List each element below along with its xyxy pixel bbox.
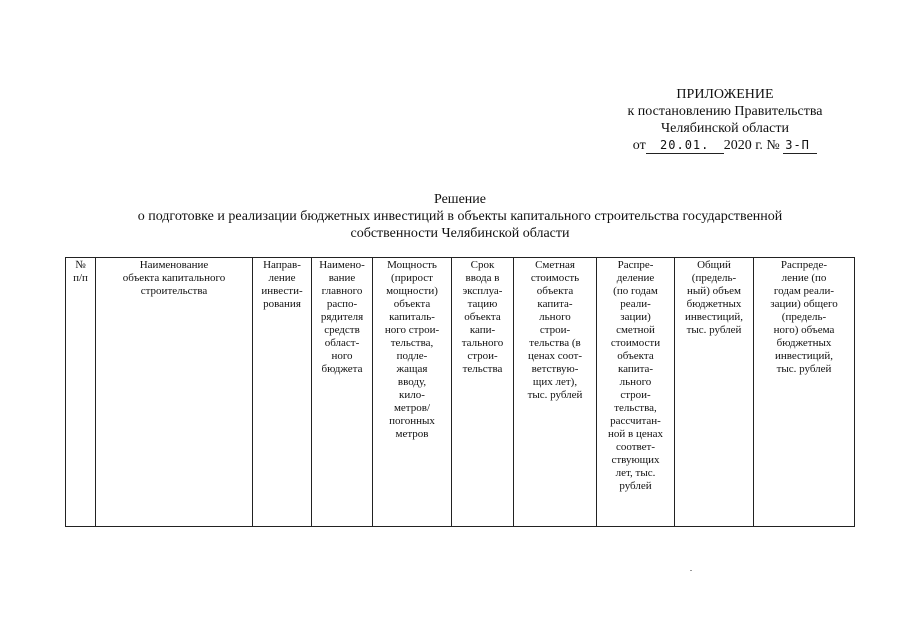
appendix-line-region: Челябинской области: [661, 121, 789, 136]
decision-heading: [60, 191, 860, 242]
scan-speck: [690, 570, 692, 571]
decision-title: Решение: [433, 192, 486, 207]
column-header-cost-distribution: Распре- деление (по годам реали- зации) сметной стоимости объекта капитa- льного строи- тельства, рассчитан- ной в ценах соответ- ствующих лет, тыс. рублей: [597, 258, 675, 527]
appendix-block: [605, 86, 845, 154]
decision-subtitle-line-1: о подготовке и реализации бюджетных инвестиций в объекты капитального строительства государственной: [137, 209, 783, 224]
column-header-estimated-cost: Сметная стоимость объекта капита- льного строи- тельства (в ценах соот- ветствую- щих лет), тыс. рублей: [514, 258, 597, 527]
investment-table: [65, 257, 855, 527]
column-header-budget-manager: Наимено- вание главного распо- рядителя средств област- ного бюджета: [312, 258, 373, 527]
decision-subtitle-line-2: собственности Челябинской области: [350, 226, 570, 241]
table-header-row: [66, 258, 855, 527]
appendix-title: ПРИЛОЖЕНИЕ: [676, 87, 774, 102]
column-header-investment-distribution: Распреде- ление (по годам реали- зации) общего (предель- ного) объема бюджетных инвестиций, тыс. рублей: [754, 258, 855, 527]
column-header-investment-direction: Направ- ление инвести- рования: [253, 258, 312, 527]
date-blank: [646, 138, 724, 154]
appendix-line-resolution: к постановлению Правительства: [627, 104, 823, 119]
column-header-object-name: Наименование объекта капитального строительства: [96, 258, 253, 527]
appendix-reference-line: [605, 137, 845, 154]
from-label: от: [632, 138, 646, 153]
column-header-commissioning-date: Срок ввода в эксплуа- тацию объекта капи- тального строи- тельства: [452, 258, 514, 527]
column-header-total-investment: Общий (предель- ный) объем бюджетных инвестиций, тыс. рублей: [675, 258, 754, 527]
handwritten-date: 20.01.: [660, 138, 710, 152]
column-header-capacity: Мощность (прирост мощности) объекта капиталь- ного строи- тельства, подле- жащая вводу, кило- метров/ погонных метров: [373, 258, 452, 527]
column-header-number: № п/п: [66, 258, 96, 527]
handwritten-number: 3-П: [785, 138, 810, 152]
year-number-label: 2020 г. №: [723, 138, 780, 153]
number-blank: [783, 138, 817, 154]
